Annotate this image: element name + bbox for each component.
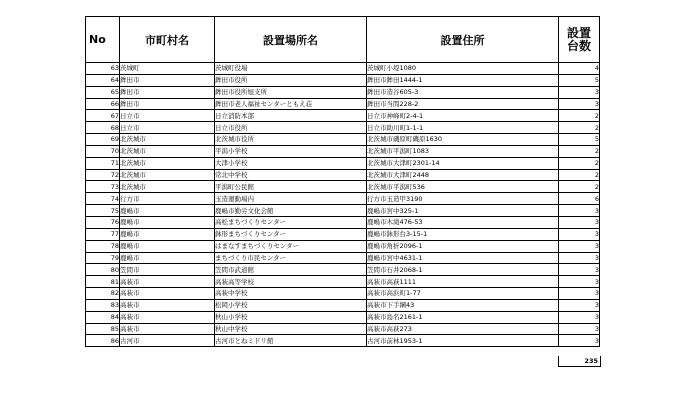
table-row bbox=[86, 276, 600, 288]
cell-location: 常北中学校 bbox=[215, 169, 367, 181]
cell-count: 6 bbox=[559, 193, 600, 205]
cell-count: 3 bbox=[559, 299, 600, 311]
cell-location: 松岡小学校 bbox=[215, 299, 367, 311]
cell-location: 平潟町公民館 bbox=[215, 181, 367, 193]
cell-address: 鹿嶋市宮中325-1 bbox=[367, 205, 559, 217]
cell-municipality: 鉾田市 bbox=[120, 86, 215, 98]
table-row bbox=[86, 181, 600, 193]
cell-count: 3 bbox=[559, 252, 600, 264]
cell-municipality: 古河市 bbox=[120, 335, 215, 347]
table-row bbox=[86, 288, 600, 300]
cell-count: 4 bbox=[559, 63, 600, 75]
cell-address: 茨城町小堤1080 bbox=[367, 63, 559, 75]
cell-address: 日立市神峰町2-4-1 bbox=[367, 110, 559, 122]
cell-municipality: 高萩市 bbox=[120, 276, 215, 288]
cell-location: 笠間市武道館 bbox=[215, 264, 367, 276]
cell-address: 鉾田市造谷605-3 bbox=[367, 86, 559, 98]
table-row bbox=[86, 264, 600, 276]
cell-municipality: 鹿嶋市 bbox=[120, 252, 215, 264]
cell-count: 3 bbox=[559, 323, 600, 335]
header-no: No bbox=[86, 17, 120, 63]
cell-no: 78 bbox=[86, 240, 120, 252]
cell-no: 77 bbox=[86, 228, 120, 240]
cell-address: 鹿嶋市木滝476-53 bbox=[367, 216, 559, 228]
cell-count: 3 bbox=[559, 98, 600, 110]
table-row bbox=[86, 205, 600, 217]
cell-municipality: 鹿嶋市 bbox=[120, 240, 215, 252]
cell-count: 2 bbox=[559, 181, 600, 193]
cell-no: 76 bbox=[86, 216, 120, 228]
cell-no: 75 bbox=[86, 205, 120, 217]
table-row bbox=[86, 335, 600, 347]
cell-no: 83 bbox=[86, 299, 120, 311]
header-count bbox=[559, 17, 600, 63]
cell-address: 鹿嶋市宮中4631-1 bbox=[367, 252, 559, 264]
cell-address: 行方市玉造甲3190 bbox=[367, 193, 559, 205]
table-row bbox=[86, 169, 600, 181]
cell-no: 72 bbox=[86, 169, 120, 181]
cell-count: 2 bbox=[559, 122, 600, 134]
cell-municipality: 鉾田市 bbox=[120, 98, 215, 110]
cell-municipality: 行方市 bbox=[120, 193, 215, 205]
cell-municipality: 笠間市 bbox=[120, 264, 215, 276]
cell-count: 3 bbox=[559, 240, 600, 252]
cell-no: 71 bbox=[86, 157, 120, 169]
cell-no: 73 bbox=[86, 181, 120, 193]
table-row bbox=[86, 299, 600, 311]
cell-no: 66 bbox=[86, 98, 120, 110]
table-row bbox=[86, 74, 600, 86]
cell-no: 64 bbox=[86, 74, 120, 86]
table-row bbox=[86, 110, 600, 122]
cell-location: 秋山小学校 bbox=[215, 311, 367, 323]
cell-count: 2 bbox=[559, 169, 600, 181]
cell-municipality: 北茨城市 bbox=[120, 169, 215, 181]
cell-address: 鉾田市当間228-2 bbox=[367, 98, 559, 110]
cell-no: 69 bbox=[86, 134, 120, 146]
cell-address: 高萩市島名2161-1 bbox=[367, 311, 559, 323]
cell-no: 79 bbox=[86, 252, 120, 264]
cell-no: 70 bbox=[86, 145, 120, 157]
cell-location: 茨城町役場 bbox=[215, 63, 367, 75]
cell-location: 鉾田市役所旭支所 bbox=[215, 86, 367, 98]
cell-municipality: 日立市 bbox=[120, 110, 215, 122]
cell-municipality: 鹿嶋市 bbox=[120, 228, 215, 240]
cell-count: 3 bbox=[559, 216, 600, 228]
cell-location: 古河市とねミドリ館 bbox=[215, 335, 367, 347]
cell-municipality: 北茨城市 bbox=[120, 181, 215, 193]
table-row bbox=[86, 252, 600, 264]
table-row bbox=[86, 63, 600, 75]
table-row bbox=[86, 216, 600, 228]
cell-location: 秋山中学校 bbox=[215, 323, 367, 335]
cell-count: 2 bbox=[559, 157, 600, 169]
table-row bbox=[86, 86, 600, 98]
header-address: 設置住所 bbox=[367, 17, 559, 63]
cell-location: 日立市役所 bbox=[215, 122, 367, 134]
cell-count: 3 bbox=[559, 276, 600, 288]
cell-municipality: 鹿嶋市 bbox=[120, 205, 215, 217]
cell-count: 3 bbox=[559, 86, 600, 98]
cell-count: 3 bbox=[559, 228, 600, 240]
cell-location: 高萩中学校 bbox=[215, 288, 367, 300]
table-row bbox=[86, 145, 600, 157]
table-row bbox=[86, 228, 600, 240]
cell-address: 北茨城市磯原町磯原1630 bbox=[367, 134, 559, 146]
header-municipality: 市町村名 bbox=[120, 17, 215, 63]
cell-municipality: 茨城町 bbox=[120, 63, 215, 75]
cell-count: 5 bbox=[559, 74, 600, 86]
cell-no: 67 bbox=[86, 110, 120, 122]
cell-location: 平潟小学校 bbox=[215, 145, 367, 157]
cell-count: 3 bbox=[559, 335, 600, 347]
cell-count: 3 bbox=[559, 288, 600, 300]
cell-location: 鉢形まちづくりセンター bbox=[215, 228, 367, 240]
cell-location: まちづくり市民センター bbox=[215, 252, 367, 264]
cell-no: 84 bbox=[86, 311, 120, 323]
cell-address: 高萩市高萩273 bbox=[367, 323, 559, 335]
cell-address: 鉾田市鉾田1444-1 bbox=[367, 74, 559, 86]
cell-count: 2 bbox=[559, 145, 600, 157]
total-count: 235 bbox=[584, 357, 598, 365]
header-count-line1: 設置 bbox=[566, 25, 591, 40]
table-row bbox=[86, 240, 600, 252]
cell-address: 日立市助川町1-1-1 bbox=[367, 122, 559, 134]
cell-address: 高萩市下手綱43 bbox=[367, 299, 559, 311]
cell-count: 3 bbox=[559, 205, 600, 217]
cell-municipality: 高萩市 bbox=[120, 323, 215, 335]
cell-municipality: 北茨城市 bbox=[120, 134, 215, 146]
table-row bbox=[86, 98, 600, 110]
cell-no: 74 bbox=[86, 193, 120, 205]
total-count-cell bbox=[558, 356, 601, 367]
header-count-line2: 台数 bbox=[566, 38, 591, 53]
cell-municipality: 高萩市 bbox=[120, 299, 215, 311]
cell-location: 大津小学校 bbox=[215, 157, 367, 169]
cell-no: 63 bbox=[86, 63, 120, 75]
cell-count: 5 bbox=[559, 134, 600, 146]
cell-address: 鹿嶋市鉢形台3-15-1 bbox=[367, 228, 559, 240]
cell-no: 68 bbox=[86, 122, 120, 134]
cell-municipality: 高萩市 bbox=[120, 288, 215, 300]
cell-address: 北茨城市平潟町536 bbox=[367, 181, 559, 193]
cell-address: 北茨城市大津町2448 bbox=[367, 169, 559, 181]
cell-no: 82 bbox=[86, 288, 120, 300]
cell-address: 鹿嶋市角折2096-1 bbox=[367, 240, 559, 252]
header-row bbox=[86, 17, 600, 63]
cell-location: 高松まちづくりセンター bbox=[215, 216, 367, 228]
cell-address: 北茨城市平潟町1083 bbox=[367, 145, 559, 157]
installation-table bbox=[85, 16, 600, 347]
cell-no: 65 bbox=[86, 86, 120, 98]
table-row bbox=[86, 311, 600, 323]
cell-no: 86 bbox=[86, 335, 120, 347]
cell-municipality: 鉾田市 bbox=[120, 74, 215, 86]
table-row bbox=[86, 134, 600, 146]
cell-location: 北茨城市役所 bbox=[215, 134, 367, 146]
cell-location: 鉾田市役所 bbox=[215, 74, 367, 86]
cell-address: 笠間市石井2068-1 bbox=[367, 264, 559, 276]
cell-address: 北茨城市大津町2301-14 bbox=[367, 157, 559, 169]
cell-count: 2 bbox=[559, 110, 600, 122]
cell-location: 鉾田市老人福祉センターともえ荘 bbox=[215, 98, 367, 110]
cell-no: 85 bbox=[86, 323, 120, 335]
header-location-name: 設置場所名 bbox=[215, 17, 367, 63]
cell-municipality: 鹿嶋市 bbox=[120, 216, 215, 228]
table-row bbox=[86, 323, 600, 335]
cell-count: 3 bbox=[559, 264, 600, 276]
table-row bbox=[86, 122, 600, 134]
cell-address: 高萩市高萩1111 bbox=[367, 276, 559, 288]
cell-municipality: 北茨城市 bbox=[120, 157, 215, 169]
table-row bbox=[86, 157, 600, 169]
cell-location: 鹿嶋市勤労文化会館 bbox=[215, 205, 367, 217]
cell-municipality: 北茨城市 bbox=[120, 145, 215, 157]
cell-municipality: 高萩市 bbox=[120, 311, 215, 323]
cell-no: 81 bbox=[86, 276, 120, 288]
cell-location: 高萩高等学校 bbox=[215, 276, 367, 288]
cell-no: 80 bbox=[86, 264, 120, 276]
cell-count: 3 bbox=[559, 311, 600, 323]
cell-location: 玉造運動場内 bbox=[215, 193, 367, 205]
cell-location: 日立消防本部 bbox=[215, 110, 367, 122]
table-row bbox=[86, 193, 600, 205]
cell-location: はまなすまちづくりセンター bbox=[215, 240, 367, 252]
cell-municipality: 日立市 bbox=[120, 122, 215, 134]
cell-address: 高萩市高浜町1-77 bbox=[367, 288, 559, 300]
cell-address: 古河市前林1953-1 bbox=[367, 335, 559, 347]
